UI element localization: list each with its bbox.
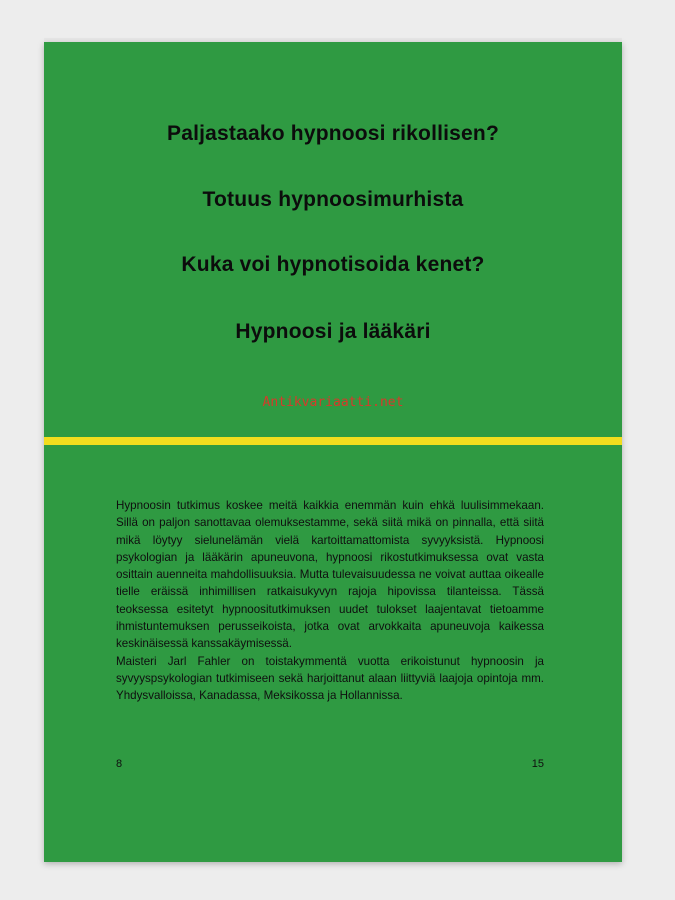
- headline-1: Paljastaako hypnoosi rikollisen?: [166, 122, 499, 145]
- headline-4: Hypnoosi ja lääkäri: [235, 320, 431, 343]
- headline-3: Kuka voi hypnotisoida kenet?: [181, 253, 485, 276]
- watermark-text: Antikvariaatti.net: [262, 395, 404, 410]
- yellow-stripe: [44, 437, 622, 445]
- code-right: 15: [531, 758, 544, 770]
- blurb-paragraph-1: Hypnoosin tutkimus koskee meitä kaikkia enemmän kuin ehkä luulisimmekaan. Sillä on paljon sanottavaa olemuksestamme, sekä siitä mikä on pinnalla, että siitä mikä löytyy sielunelämän vielä kartoittamattomista syvyyksistä. Hypnoosi psykologian ja lääkärin apuneuvona, hypnoosi rikostutkimuksessa ovat vasta osittain auenneita mahdollisuuksia. Mutta tulevaisuudessa ne voivat auttaa oikealle tielle eräissä inhimillisen ratkaisukyvyn rajoja hipovissa tilanteissa. Tässä teoksessa esitetyt hypnoositutkimuksen uudet tulokset laajentavat tietoamme ihmistuntemuksen perusseikoista, jotka ovat arvokkaita apuneuvoja kaikessa keskinäisessä kanssakäymisessä.: [116, 499, 544, 651]
- code-left: 8: [116, 758, 123, 770]
- code-row: [116, 758, 544, 770]
- headline-2: Totuus hypnoosimurhista: [202, 188, 464, 211]
- blurb-paragraph-2: Maisteri Jarl Fahler on toistakymmentä vuotta erikoistunut hypnoosin ja syvyyspsykologian tutkimiseen sekä harjoittanut alaan liittyviä laajoja opintoja mm. Yhdysvalloissa, Kanadassa, Meksikossa ja Hollannissa.: [116, 654, 544, 703]
- blurb-text: [116, 497, 544, 705]
- book-back-cover: [44, 42, 622, 862]
